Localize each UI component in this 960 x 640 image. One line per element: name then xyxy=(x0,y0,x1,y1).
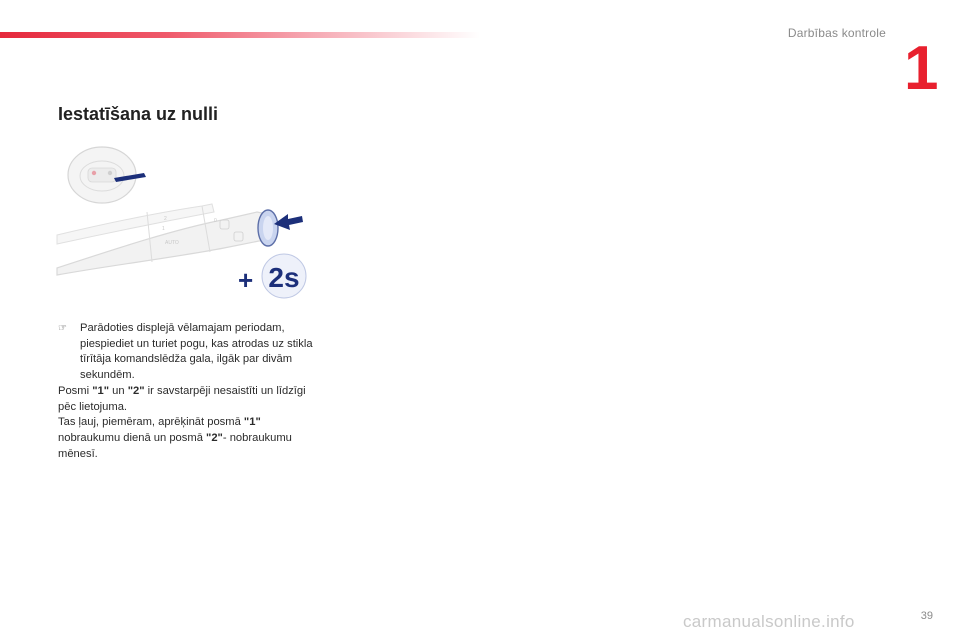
text-run: Posmi xyxy=(58,384,93,397)
two-second-badge xyxy=(238,254,306,298)
paragraph-example xyxy=(58,415,320,462)
pointer-icon: ☞ xyxy=(58,323,67,334)
bullet-text: Parādoties displejā vēlamajam periodam, piespiediet un turiet pogu, kas atrodas uz stikla tīrītāja komandslēdža gala, ilgāk par divām sekundēm. xyxy=(80,322,313,382)
text-run: - nobraukumu mēnesī. xyxy=(58,431,292,460)
instruction-bullet xyxy=(58,321,320,384)
steering-wheel-icon xyxy=(68,147,136,203)
text-run: nobraukumu dienā un posmā xyxy=(58,431,207,444)
text-run: ir savstarpēji nesaistīti un līdzīgi pēc lietojuma. xyxy=(58,384,306,413)
paragraph-stages xyxy=(58,384,320,415)
header-accent-bar xyxy=(0,32,480,38)
stage-1-label: "1" xyxy=(92,384,110,397)
stalk-mark-1: 1 xyxy=(162,226,165,232)
text-run: Tas ļauj, piemēram, aprēķināt posmā xyxy=(58,416,244,429)
stage-2-label: "2" xyxy=(127,384,145,397)
section-name: Darbības kontrole xyxy=(787,26,886,40)
watermark: carmanualsonline.info xyxy=(683,612,855,631)
stalk-mark-auto: AUTO xyxy=(165,240,179,246)
text-run: un xyxy=(109,384,128,397)
page-title: Iestatīšana uz nulli xyxy=(58,104,219,124)
page-number: 39 xyxy=(920,610,933,622)
chapter-number: 1 xyxy=(904,34,939,103)
wiper-stalk-illustration xyxy=(52,140,317,305)
instruction-text xyxy=(58,321,320,462)
badge-plus: + xyxy=(238,265,254,295)
stage-2-label: "2" xyxy=(206,431,223,444)
stalk-mark-0: 0 xyxy=(214,218,217,224)
badge-duration: 2s xyxy=(268,262,300,293)
stalk-mark-2: 2 xyxy=(164,216,167,222)
stage-1-label: "1" xyxy=(243,416,261,429)
